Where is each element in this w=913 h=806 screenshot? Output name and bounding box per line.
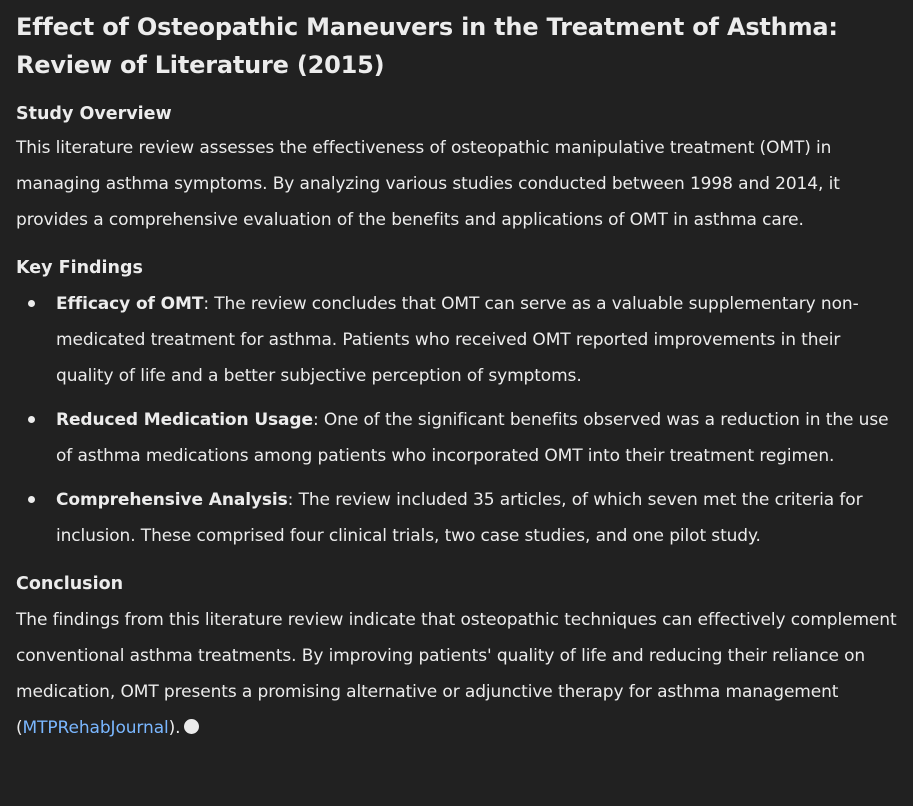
conclusion-heading: Conclusion [16,574,124,594]
list-item [16,286,897,394]
finding-label: Reduced Medication Usage [56,410,313,430]
finding-text: : The review concludes that OMT can serve as a valuable supplementary non-medicated treatment for asthma. Patients who received OMT reported improvements in their quality of life and a better subjective perception of symptoms. [56,294,859,386]
bullet-icon [28,300,35,307]
conclusion-text [16,602,897,746]
findings-list [16,286,897,554]
conclusion-end: ). [168,718,181,738]
list-item [16,402,897,474]
finding-label: Efficacy of OMT [56,294,204,314]
bullet-icon [28,496,35,503]
overview-heading: Study Overview [16,104,172,124]
page-title: Effect of Osteopathic Maneuvers in the Treatment of Asthma: Review of Literature (2015) [16,13,838,79]
finding-text: : One of the significant benefits observed was a reduction in the use of asthma medications among patients who incorporated OMT into their treatment regimen. [56,410,889,466]
findings-heading: Key Findings [16,258,143,278]
finding-text: : The review included 35 articles, of which seven met the criteria for inclusion. These comprised four clinical trials, two case studies, and one pilot study. [56,490,863,546]
finding-label: Comprehensive Analysis [56,490,288,510]
cursor-dot-icon [184,719,199,734]
overview-text: This literature review assesses the effectiveness of osteopathic manipulative treatment (OMT) in managing asthma symptoms. By analyzing various studies conducted between 1998 and 2014, it provides a comprehensive evaluation of the benefits and applications of OMT in asthma care. [16,138,840,230]
list-item [16,482,897,554]
conclusion-body: The findings from this literature review indicate that osteopathic techniques can effectively complement conventional asthma treatments. By improving patients' quality of life and reducing their reliance on medication, OMT presents a promising alternative or adjunctive therapy for asthma management ( [16,610,897,738]
bullet-icon [28,416,35,423]
citation-link[interactable]: MTPRehabJournal [22,718,169,738]
